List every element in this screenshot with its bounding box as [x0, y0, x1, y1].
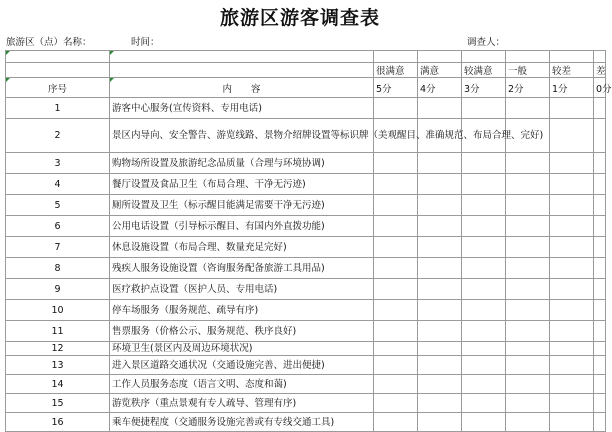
- blank-cell[interactable]: [462, 51, 506, 63]
- table-row: [6, 394, 606, 413]
- level-name-row: [6, 63, 606, 78]
- rating-cell[interactable]: [418, 394, 462, 413]
- rating-cell[interactable]: [506, 258, 550, 279]
- rating-cell[interactable]: [594, 174, 606, 195]
- table-row: [6, 413, 606, 432]
- row-item: 残疾人服务设施设置（咨询服务配备旅游工具用品): [110, 258, 374, 279]
- level-score: 2分: [506, 78, 550, 98]
- blank-cell[interactable]: [110, 51, 374, 63]
- rating-cell[interactable]: [462, 237, 506, 258]
- rating-cell[interactable]: [374, 279, 418, 300]
- row-item: 医疗救护点设置（医护人员、专用电话): [110, 279, 374, 300]
- row-item: 厕所设置及卫生（标示醒目能满足需要干净无污迹): [110, 195, 374, 216]
- row-item: 环境卫生(景区内及周边环境状况): [110, 342, 374, 356]
- blank-row: [6, 51, 606, 63]
- rating-cell[interactable]: [462, 195, 506, 216]
- rating-cell[interactable]: [374, 153, 418, 174]
- area-name-label: 旅游区（点）名称：: [6, 37, 92, 48]
- level-name: 满意: [418, 63, 462, 78]
- table-row: [6, 119, 606, 153]
- row-no: 16: [6, 413, 110, 432]
- rating-cell[interactable]: [550, 356, 594, 375]
- row-no: 8: [6, 258, 110, 279]
- table-row: [6, 237, 606, 258]
- rating-cell[interactable]: [418, 413, 462, 432]
- row-no: 10: [6, 300, 110, 321]
- rating-cell[interactable]: [418, 195, 462, 216]
- rating-cell[interactable]: [462, 394, 506, 413]
- rating-cell[interactable]: [506, 153, 550, 174]
- row-item: 游客中心服务(宣传资料、专用电话): [110, 98, 374, 119]
- rating-cell[interactable]: [506, 98, 550, 119]
- row-item: 景区内导向、安全警告、游览线路、景物介绍牌设置等标识牌（美观醒目、准确规范、布局合理、完好): [110, 119, 374, 153]
- rating-cell[interactable]: [550, 216, 594, 237]
- row-item: 进入景区道路交通状况（交通设施完善、进出便捷): [110, 356, 374, 375]
- table-row: [6, 153, 606, 174]
- level-name: 一般: [506, 63, 550, 78]
- rating-cell[interactable]: [462, 279, 506, 300]
- row-item: 游览秩序（重点景观有专人疏导、管理有序): [110, 394, 374, 413]
- rating-cell[interactable]: [550, 375, 594, 394]
- header-no: 序号: [6, 78, 110, 98]
- blank-cell[interactable]: [418, 51, 462, 63]
- rating-cell[interactable]: [594, 321, 606, 342]
- row-no: 6: [6, 216, 110, 237]
- rating-cell[interactable]: [594, 258, 606, 279]
- rating-cell[interactable]: [506, 279, 550, 300]
- rating-cell[interactable]: [594, 195, 606, 216]
- row-item: 工作人员服务态度（语言文明、态度和蔼): [110, 375, 374, 394]
- table-row: [6, 216, 606, 237]
- rating-cell[interactable]: [374, 394, 418, 413]
- rating-cell[interactable]: [550, 119, 594, 153]
- level-score: 5分: [374, 78, 418, 98]
- level-score: 3分: [462, 78, 506, 98]
- table-row: [6, 375, 606, 394]
- rating-cell[interactable]: [550, 342, 594, 356]
- row-item: 公用电话设置（引导标示醒目、有国内外直拨功能): [110, 216, 374, 237]
- rating-cell[interactable]: [374, 195, 418, 216]
- rating-cell[interactable]: [594, 237, 606, 258]
- rating-cell[interactable]: [462, 342, 506, 356]
- rating-cell[interactable]: [594, 216, 606, 237]
- rating-cell[interactable]: [506, 321, 550, 342]
- rating-cell[interactable]: [506, 174, 550, 195]
- row-no: 7: [6, 237, 110, 258]
- blank-cell[interactable]: [6, 51, 110, 63]
- table-row: [6, 300, 606, 321]
- row-no: 1: [6, 98, 110, 119]
- level-name: 差: [594, 63, 606, 78]
- rating-cell[interactable]: [550, 321, 594, 342]
- rating-cell[interactable]: [550, 258, 594, 279]
- row-item: 停车场服务（服务规范、疏导有序): [110, 300, 374, 321]
- rating-cell[interactable]: [462, 356, 506, 375]
- rating-cell[interactable]: [594, 98, 606, 119]
- rating-cell[interactable]: [594, 279, 606, 300]
- surveyor-label: 调查人：: [467, 37, 506, 48]
- rating-cell[interactable]: [374, 258, 418, 279]
- rating-cell[interactable]: [374, 321, 418, 342]
- table-row: [6, 258, 606, 279]
- rating-cell[interactable]: [418, 375, 462, 394]
- rating-cell[interactable]: [418, 279, 462, 300]
- survey-table: [5, 50, 612, 432]
- rating-cell[interactable]: [462, 216, 506, 237]
- row-item: 乘车便捷程度（交通服务设施完善或有专线交通工具): [110, 413, 374, 432]
- blank-cell[interactable]: [110, 63, 374, 78]
- rating-cell[interactable]: [594, 119, 606, 153]
- row-item: 休息设施设置（布局合理、数量充足完好): [110, 237, 374, 258]
- row-no: 2: [6, 119, 110, 153]
- level-score: 4分: [418, 78, 462, 98]
- row-no: 15: [6, 394, 110, 413]
- level-score: 1分: [550, 78, 594, 98]
- rating-cell[interactable]: [594, 394, 606, 413]
- rating-cell[interactable]: [506, 216, 550, 237]
- rating-cell[interactable]: [462, 98, 506, 119]
- rating-cell[interactable]: [550, 237, 594, 258]
- rating-cell[interactable]: [594, 375, 606, 394]
- rating-cell[interactable]: [418, 300, 462, 321]
- blank-cell[interactable]: [506, 51, 550, 63]
- row-no: 9: [6, 279, 110, 300]
- time-label: 时间：: [131, 37, 160, 48]
- rating-cell[interactable]: [374, 174, 418, 195]
- rating-cell[interactable]: [462, 413, 506, 432]
- level-name: 较满意: [462, 63, 506, 78]
- level-name: 较差: [550, 63, 594, 78]
- rating-cell[interactable]: [506, 342, 550, 356]
- rating-cell[interactable]: [418, 321, 462, 342]
- rating-cell[interactable]: [594, 413, 606, 432]
- rating-cell[interactable]: [506, 237, 550, 258]
- rating-cell[interactable]: [506, 195, 550, 216]
- table-row: [6, 356, 606, 375]
- row-no: 13: [6, 356, 110, 375]
- rating-cell[interactable]: [374, 413, 418, 432]
- rating-cell[interactable]: [506, 394, 550, 413]
- row-no: 5: [6, 195, 110, 216]
- rating-cell[interactable]: [550, 394, 594, 413]
- rating-cell[interactable]: [462, 174, 506, 195]
- blank-cell[interactable]: [550, 51, 594, 63]
- rating-cell[interactable]: [594, 300, 606, 321]
- rating-cell[interactable]: [594, 342, 606, 356]
- level-name: 很满意: [374, 63, 418, 78]
- row-no: 3: [6, 153, 110, 174]
- rating-cell[interactable]: [418, 174, 462, 195]
- rating-cell[interactable]: [506, 356, 550, 375]
- rating-cell[interactable]: [550, 174, 594, 195]
- rating-cell[interactable]: [374, 98, 418, 119]
- rating-cell[interactable]: [374, 375, 418, 394]
- row-item: 餐厅设置及食品卫生（布局合理、干净无污迹): [110, 174, 374, 195]
- table-row: [6, 342, 606, 356]
- rating-cell[interactable]: [418, 258, 462, 279]
- rating-cell[interactable]: [418, 98, 462, 119]
- rating-cell[interactable]: [506, 375, 550, 394]
- rating-cell[interactable]: [374, 342, 418, 356]
- rating-cell[interactable]: [374, 216, 418, 237]
- rating-cell[interactable]: [374, 300, 418, 321]
- rating-cell[interactable]: [462, 321, 506, 342]
- rating-cell[interactable]: [462, 300, 506, 321]
- rating-cell[interactable]: [462, 258, 506, 279]
- rating-cell[interactable]: [506, 300, 550, 321]
- level-score: 0分: [594, 78, 606, 98]
- row-item: 售票服务（价格公示、服务规范、秩序良好): [110, 321, 374, 342]
- rating-cell[interactable]: [550, 279, 594, 300]
- row-no: 11: [6, 321, 110, 342]
- table-row: [6, 98, 606, 119]
- rating-cell[interactable]: [550, 153, 594, 174]
- rating-cell[interactable]: [550, 98, 594, 119]
- blank-cell[interactable]: [6, 63, 110, 78]
- table-row: [6, 321, 606, 342]
- table-row: [6, 195, 606, 216]
- rating-cell[interactable]: [594, 153, 606, 174]
- header-content: 内 容: [110, 78, 374, 98]
- rating-cell[interactable]: [418, 237, 462, 258]
- rating-cell[interactable]: [506, 413, 550, 432]
- row-no: 4: [6, 174, 110, 195]
- rating-cell[interactable]: [594, 356, 606, 375]
- row-no: 12: [6, 342, 110, 356]
- page-title: 旅游区游客调查表: [219, 7, 380, 29]
- header-row: [6, 78, 606, 98]
- blank-cell[interactable]: [594, 51, 606, 63]
- rating-cell[interactable]: [418, 216, 462, 237]
- blank-cell[interactable]: [374, 51, 418, 63]
- table-row: [6, 174, 606, 195]
- rating-cell[interactable]: [462, 375, 506, 394]
- rating-cell[interactable]: [418, 356, 462, 375]
- rating-cell[interactable]: [418, 342, 462, 356]
- rating-cell[interactable]: [550, 300, 594, 321]
- rating-cell[interactable]: [374, 356, 418, 375]
- rating-cell[interactable]: [550, 195, 594, 216]
- rating-cell[interactable]: [374, 237, 418, 258]
- row-item: 购物场所设置及旅游纪念品质量（合理与环境协调): [110, 153, 374, 174]
- rating-cell[interactable]: [418, 153, 462, 174]
- row-no: 14: [6, 375, 110, 394]
- rating-cell[interactable]: [462, 153, 506, 174]
- rating-cell[interactable]: [550, 413, 594, 432]
- table-row: [6, 279, 606, 300]
